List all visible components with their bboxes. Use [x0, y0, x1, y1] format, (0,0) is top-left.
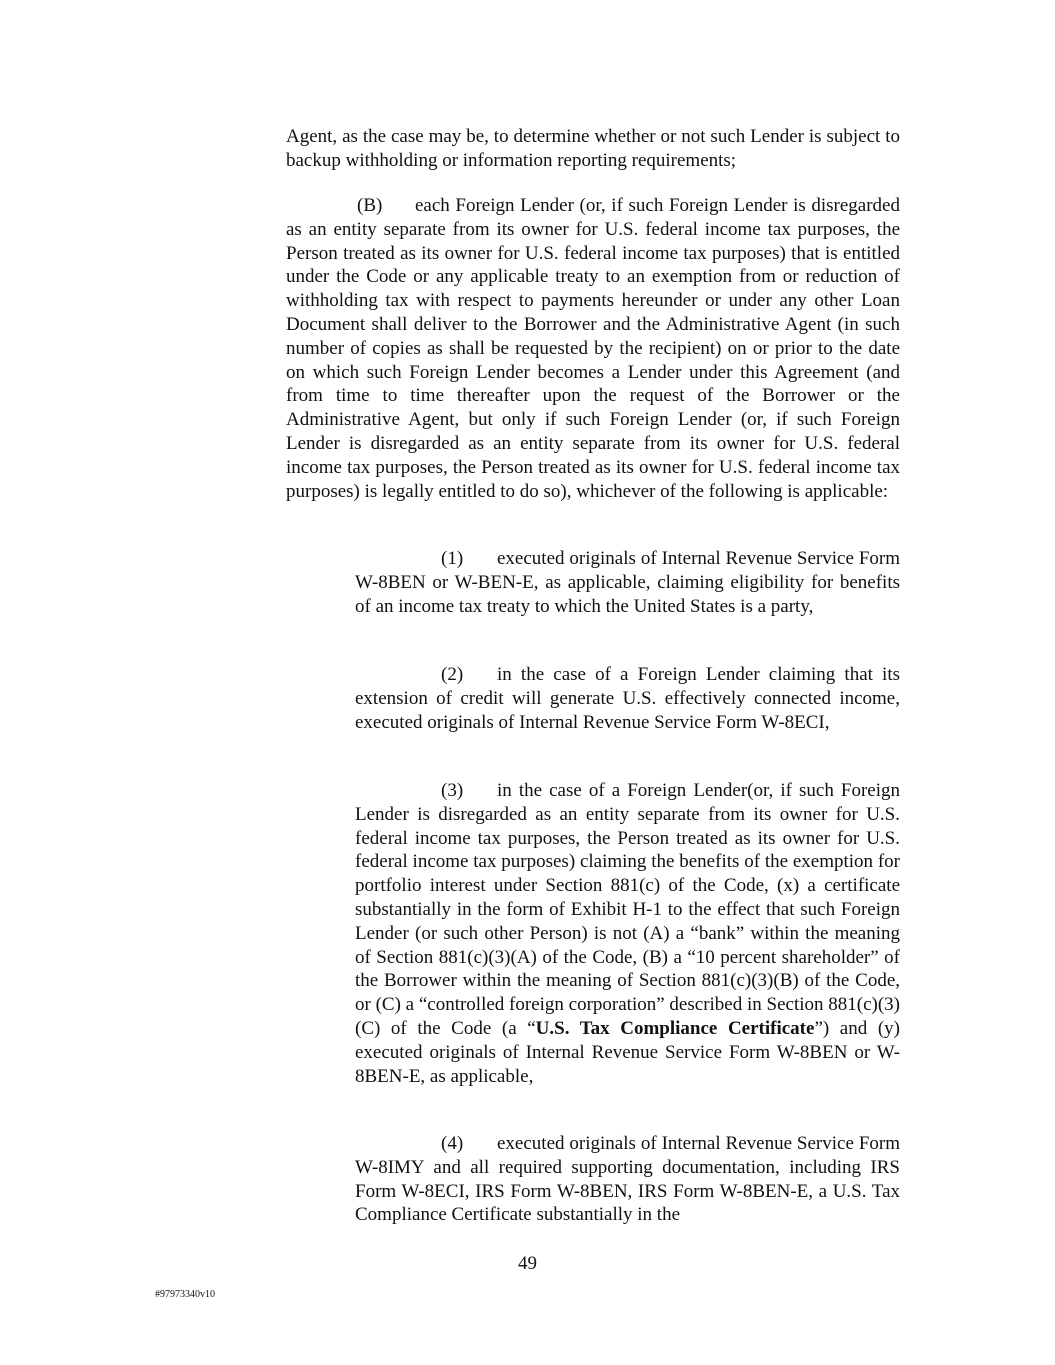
subsection-3	[355, 779, 900, 1088]
subsection-2	[355, 663, 900, 734]
subsection-3-label: (3)	[441, 780, 464, 801]
subsection-1	[355, 547, 900, 618]
section-b-text: each Foreign Lender (or, if such Foreign Lender is disregarded as an entity separate from its owner for U.S. federal income tax purposes, the Person treated as its owner for U.S. federal income tax purposes) that is entitled under the Code or any applicable treaty to an exemption from or reduction of withholding tax with respect to payments hereunder or under any other Loan Document shall deliver to the Borrower and the Administrative Agent (in such number of copies as shall be requested by the recipient) on or prior to the date on which such Foreign Lender becomes a Lender under this Agreement (and from time to time thereafter upon the request of the Borrower or the Administrative Agent, but only if such Foreign Lender (or, if such Foreign Lender is disregarded as an entity separate from its owner for U.S. federal income tax purposes, the Person treated as its owner for U.S. federal income tax purposes) is legally entitled to do so), whichever of the following is applicable:	[286, 195, 900, 502]
subsection-4-label: (4)	[441, 1133, 464, 1154]
subsection-3-text-before: in the case of a Foreign Lender(or, if such Foreign Lender is disregarded as an entity separate from its owner for U.S. federal income tax purposes, the Person treated as its owner for U.S. federal income tax purposes) claiming the benefits of the exemption for portfolio interest under Section 881(c) of the Code, (x) a certificate substantially in the form of Exhibit H-1 to the effect that such Foreign Lender (or such other Person) is not (A) a “bank” within the meaning of Section 881(c)(3)(A) of the Code, (B) a “10 percent shareholder” of the Borrower within the meaning of Section 881(c)(3)(B) of the Code, or (C) a “controlled foreign corporation” described in Section 881(c)(3)(C) of the Code (a “	[355, 780, 900, 1039]
page-number: 49	[518, 1253, 537, 1274]
document-id: #97973340v10	[155, 1289, 215, 1300]
continuation-paragraph: Agent, as the case may be, to determine whether or not such Lender is subject to backup withholding or information reporting requirements;	[286, 126, 900, 171]
subsection-1-label: (1)	[441, 548, 464, 569]
subsection-2-label: (2)	[441, 664, 464, 685]
subsection-4	[355, 1132, 900, 1227]
section-b-paragraph	[286, 194, 900, 503]
subsection-1-text: executed originals of Internal Revenue Service Form W-8BEN or W-BEN-E, as applicable, claiming eligibility for benefits of an income tax treaty to which the United States is a party,	[355, 548, 900, 617]
subsection-3-text-after: ”) and (y) executed originals of Internal Revenue Service Form W-8BEN or W-8BEN-E, as applicable,	[355, 1017, 900, 1087]
subsection-2-text: in the case of a Foreign Lender claiming that its extension of credit will generate U.S. effectively connected income, executed originals of Internal Revenue Service Form W-8ECI,	[355, 664, 900, 733]
defined-term-us-tax-compliance-certificate: U.S. Tax Compliance Certificate	[535, 1017, 815, 1039]
subsection-4-text: executed originals of Internal Revenue Service Form W-8IMY and all required supporting documentation, including IRS Form W-8ECI, IRS Form W-8BEN, IRS Form W-8BEN-E, a U.S. Tax Compliance Certificate substantially in the	[355, 1133, 900, 1226]
section-b-label: (B)	[357, 195, 383, 216]
